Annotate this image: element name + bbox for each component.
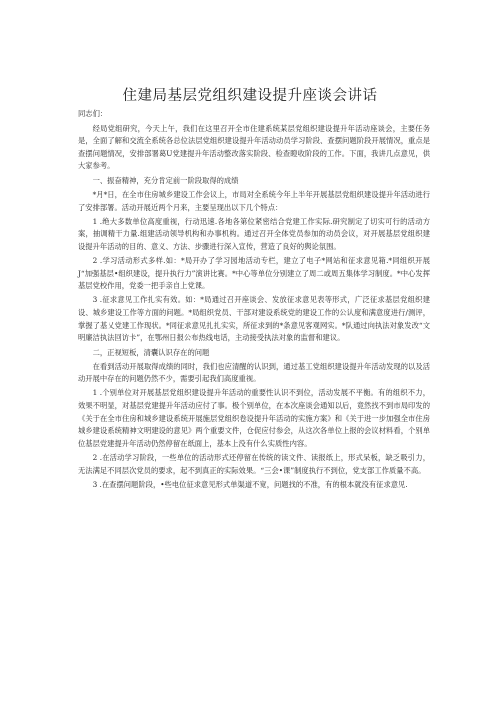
paragraph: *月*日，在全市住房城乡建设工作会议上，市局对全系统今年上半年开展基层党组织建设提升年活动进行了安排部署。活动开展近两个月来，主要呈现出以下几个特点： (78, 190, 430, 212)
paragraph: 经局党组研究，今天上午，我们在这里召开全市住建系统某层党组织建设提升年活动座谈会，主要任务是，全面了解和交流全系统各总位法层党组织建设提升年活动动员学习阶段、查摆问题阶段开展情况，重点是查摆问题情况，安排部署葛U党建提升年活动整改落实阶段、检查瞪收阶段的工作。下面，我讲几点意见，供大家参考。 (78, 123, 430, 171)
paragraph: 1 .绝大多数单位高度重视，行动迅速.各地各第位紧密结合党建工作实际.研究制定了切实可行的活动方案，抽调精干力量.组建活动领导机构和办事机构。通过召开全体党员参加的动员会议，对开展基层党组织建设提升年活动的目的、意义、方法、步骤进行深入宣传，营造了良好的舆论氛围。 (78, 216, 430, 251)
section-heading: 二，正视短板，清囊认识存在的问题 (92, 347, 210, 357)
paragraph: 3 .在查摆问题阶段，•些电位征求意见形式单渠道不宽，问题找的不准，有的根本就没有征求意见. (92, 479, 408, 489)
document-title: 住建局基层党组织建设提升座谈会讲话 (122, 88, 378, 104)
paragraph: 在看到活动开展取得成绩的同时，我们也应清醒的认识到，通过基工党组织建设提升年活动发现的以及活动开展中存在的问题仍然不少，需要引起我们高度重视。 (78, 361, 430, 384)
paragraph: 1 .个别单位对开展基层党组织建设提升年活动的重要性认识不到位，活动发展不平衡。有的组织不力，效果不明显，对基层党建提升年活动应付了事。极个别单位，在本次座谈会通知以后，竟然找不到市局印发的《关于在全市住房和城乡建设系统开展施层党组织卷设提升年活动的实施方案》和《关于进一步加强全市住房城乡建设系统精神文明建设的意见》两个重要文件，仓促应付参会，从这次各单位上报的会议材料看，个别单位基层党建提升年活动仍然停留在纸面上，基本上没有什么实质性内容。 (78, 388, 430, 448)
document-body (78, 108, 430, 493)
paragraph: 2 .在活动学习阶段，一些单位的活动形式还停留在传统的读文件、读报纸上，形式呆板，缺乏吸引力，无法满足不同层次党员的要求，起不到真正的实际效果。“三会•课”制度执行不到位，党支部工作质量不高。 (78, 452, 430, 475)
greeting: 同志们： (78, 109, 108, 118)
paragraph: 3 .征求意见工作扎实有效。如：*局通过召开座谈会、发放征求意见表等形式，广泛征求基层党组织建设、城乡建设工作等方面的问题。*局组织党员、干部对建设系统党的建设工作的公认度和满意度进行/测评，掌握了基乂党建工作现状。*同征求意见扎扎实实，所征求到的*条意见客观网实。*队通过向执法对象发改“文明廉洁执法回访卡”，在鄂州日报公布热线电话，主动接受执法对象的监督和建议。 (78, 295, 430, 343)
paragraph: 2 .学习活动形式多样.如：*局开办了学习园地活动专栏，建立了电子*网站和征求意见箱.*同组织开展J“加强基层•组织建设，提升执行力”演讲比赛。*中心等单位分别建立了周二或周五集体学习制度。*中心发挥基层党校作用，党委一把手亲自上党课。 (78, 256, 430, 291)
section-heading: 一、振奋精神，充分肯定前一阶段取得的成绩 (92, 175, 239, 185)
